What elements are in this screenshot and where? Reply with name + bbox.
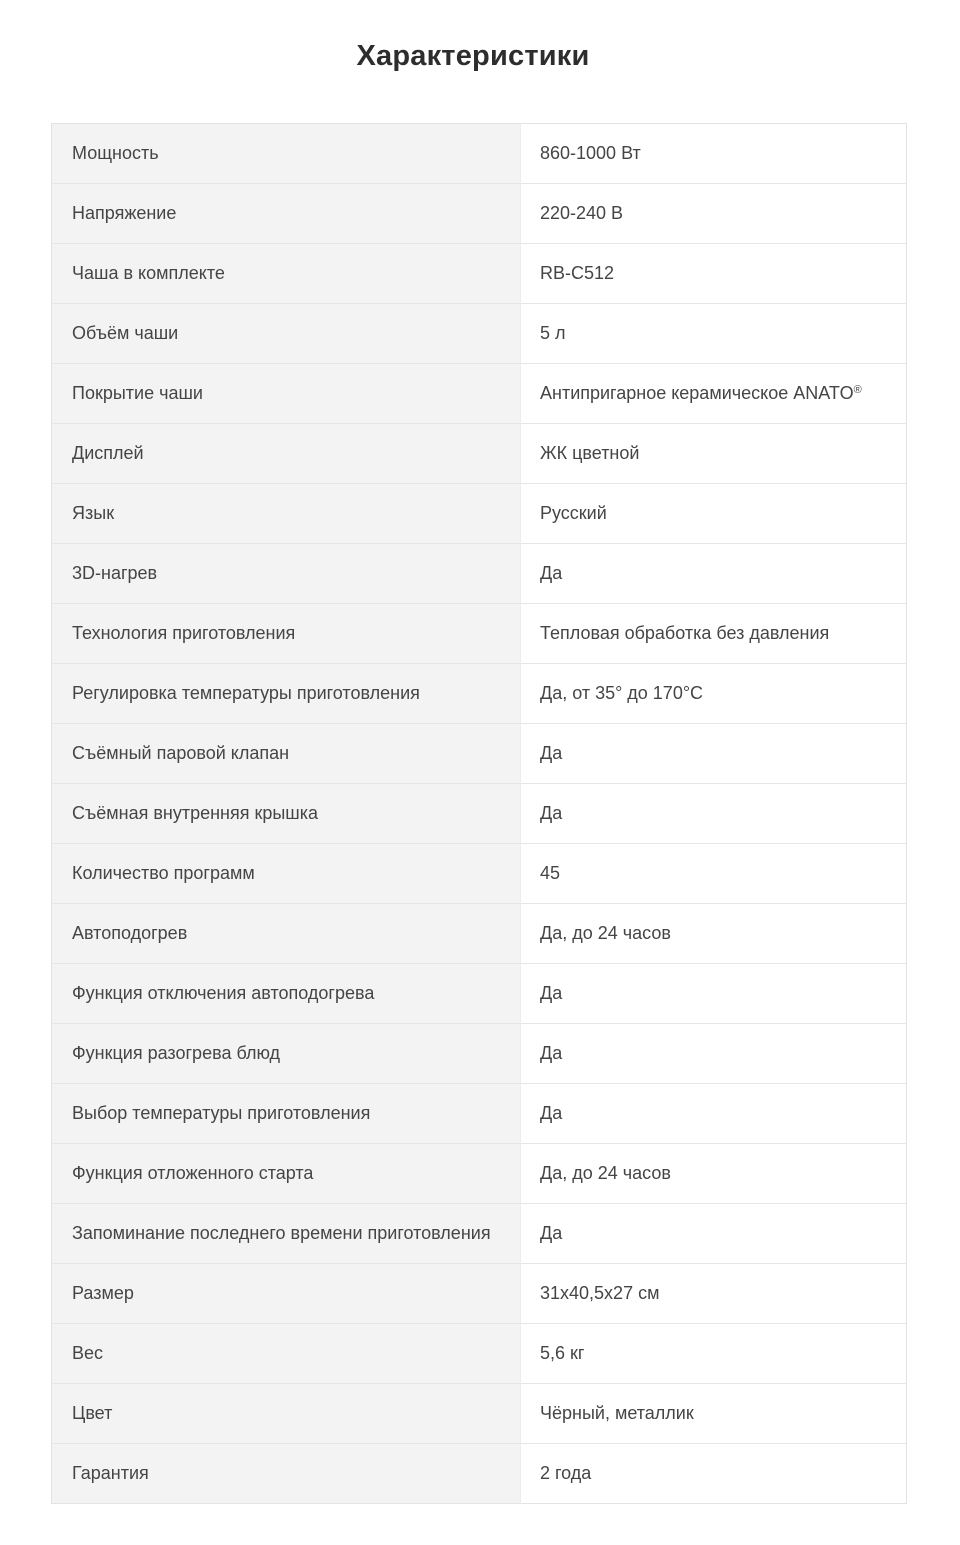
spec-row xyxy=(52,304,907,364)
spec-label: Запоминание последнего времени приготовления xyxy=(52,1204,521,1264)
spec-label: Цвет xyxy=(52,1384,521,1444)
spec-label: Съёмная внутренняя крышка xyxy=(52,784,521,844)
spec-label: Мощность xyxy=(52,124,521,184)
spec-value: Да, до 24 часов xyxy=(521,904,907,964)
spec-row xyxy=(52,724,907,784)
spec-row xyxy=(52,964,907,1024)
spec-row xyxy=(52,364,907,424)
spec-row xyxy=(52,1084,907,1144)
spec-row xyxy=(52,244,907,304)
spec-value: 45 xyxy=(521,844,907,904)
spec-row xyxy=(52,664,907,724)
spec-value: Да xyxy=(521,1084,907,1144)
spec-label: Напряжение xyxy=(52,184,521,244)
spec-value: Да xyxy=(521,1024,907,1084)
spec-value: ЖК цветной xyxy=(521,424,907,484)
specifications-table-body xyxy=(52,124,907,1504)
spec-label: Функция отложенного старта xyxy=(52,1144,521,1204)
spec-row xyxy=(52,184,907,244)
specifications-table xyxy=(51,123,907,1504)
spec-value: Да xyxy=(521,964,907,1024)
registered-mark: ® xyxy=(853,384,862,396)
spec-value: Чёрный, металлик xyxy=(521,1384,907,1444)
spec-row xyxy=(52,1444,907,1504)
spec-label: Функция разогрева блюд xyxy=(52,1024,521,1084)
spec-value: Да, от 35° до 170°С xyxy=(521,664,907,724)
spec-label: Регулировка температуры приготовления xyxy=(52,664,521,724)
spec-value: Да, до 24 часов xyxy=(521,1144,907,1204)
spec-label: Объём чаши xyxy=(52,304,521,364)
spec-row xyxy=(52,904,907,964)
spec-row xyxy=(52,1204,907,1264)
spec-row xyxy=(52,484,907,544)
spec-label: Дисплей xyxy=(52,424,521,484)
spec-value: 860-1000 Вт xyxy=(521,124,907,184)
spec-label: Автоподогрев xyxy=(52,904,521,964)
spec-label: Размер xyxy=(52,1264,521,1324)
spec-row xyxy=(52,124,907,184)
spec-row xyxy=(52,844,907,904)
spec-label: Количество программ xyxy=(52,844,521,904)
spec-label: Съёмный паровой клапан xyxy=(52,724,521,784)
spec-value: Да xyxy=(521,544,907,604)
page-title: Характеристики xyxy=(356,40,590,72)
spec-row xyxy=(52,424,907,484)
spec-row xyxy=(52,1384,907,1444)
spec-label: Гарантия xyxy=(52,1444,521,1504)
spec-value: Антипригарное керамическое ANATO® xyxy=(521,364,907,424)
spec-value: Да xyxy=(521,1204,907,1264)
spec-value: 31х40,5х27 см xyxy=(521,1264,907,1324)
spec-row xyxy=(52,1324,907,1384)
spec-label: Покрытие чаши xyxy=(52,364,521,424)
spec-value: Тепловая обработка без давления xyxy=(521,604,907,664)
spec-label: Технология приготовления xyxy=(52,604,521,664)
spec-value: 5 л xyxy=(521,304,907,364)
spec-label: Функция отключения автоподогрева xyxy=(52,964,521,1024)
spec-value: RB-C512 xyxy=(521,244,907,304)
spec-row xyxy=(52,604,907,664)
spec-value: 5,6 кг xyxy=(521,1324,907,1384)
spec-row xyxy=(52,1264,907,1324)
spec-label: Выбор температуры приготовления xyxy=(52,1084,521,1144)
spec-label: Вес xyxy=(52,1324,521,1384)
spec-row xyxy=(52,784,907,844)
spec-value: 220-240 В xyxy=(521,184,907,244)
spec-label: Чаша в комплекте xyxy=(52,244,521,304)
spec-value: Русский xyxy=(521,484,907,544)
spec-label: 3D-нагрев xyxy=(52,544,521,604)
spec-value: 2 года xyxy=(521,1444,907,1504)
spec-row xyxy=(52,1144,907,1204)
spec-value: Да xyxy=(521,724,907,784)
spec-value: Да xyxy=(521,784,907,844)
spec-row xyxy=(52,1024,907,1084)
spec-label: Язык xyxy=(52,484,521,544)
spec-row xyxy=(52,544,907,604)
